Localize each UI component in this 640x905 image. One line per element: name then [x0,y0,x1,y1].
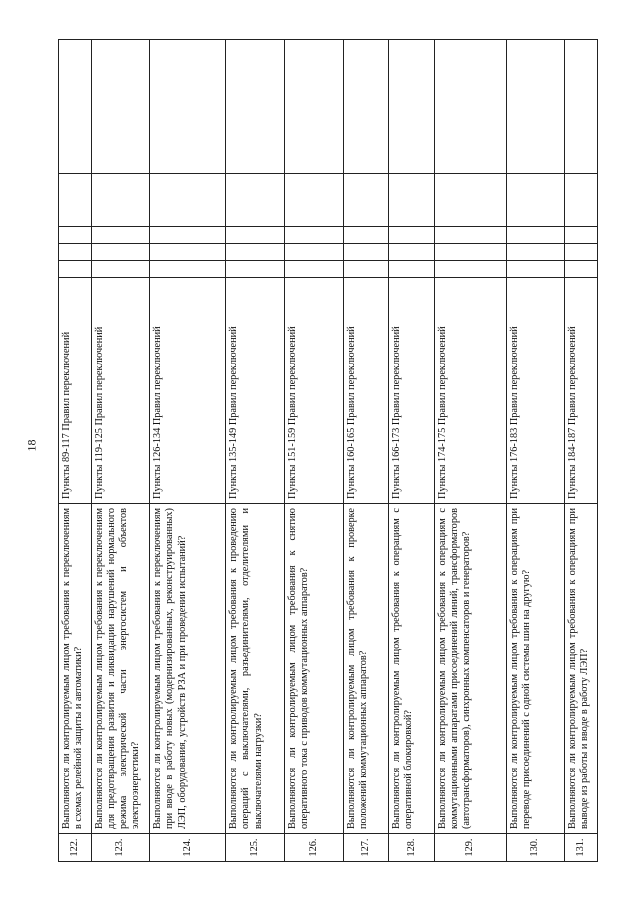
table-row [59,40,92,862]
blank-cell [506,227,565,244]
blank-cell [565,227,598,244]
blank-cell [343,174,389,227]
blank-cell [285,174,344,227]
row-reference: Пункты 119-125 Правил переключений [91,278,150,504]
table-row [434,40,506,862]
blank-cell [59,244,92,261]
blank-cell [285,40,344,174]
blank-cell [285,244,344,261]
row-reference: Пункты 89-117 Правил переключений [59,278,92,504]
blank-cell [343,244,389,261]
row-number: 131. [565,834,598,862]
blank-cell [506,174,565,227]
row-reference: Пункты 166-173 Правил переключений [389,278,435,504]
row-question: Выполняются ли контролируемым лицом требования к переключениям при вводе в работу новых (модернизированных, реконструированных) ЛЭП, оборудования, устройств РЗА и при проведении испытаний? [150,504,226,834]
blank-cell [226,261,285,278]
blank-cell [226,174,285,227]
table-row [150,40,226,862]
row-number: 127. [343,834,389,862]
row-number: 128. [389,834,435,862]
row-question: Выполняются ли контролируемым лицом требования к операциям при выводе из работы и вводе в работу ЛЭП? [565,504,598,834]
row-reference: Пункты 184-187 Правил переключений [565,278,598,504]
blank-cell [91,261,150,278]
row-question: Выполняются ли контролируемым лицом требования к операциям с оперативной блокировкой? [389,504,435,834]
blank-cell [434,261,506,278]
blank-cell [150,261,226,278]
row-question: Выполняются ли контролируемым лицом требования к проведению операций с выключателями, разъединителями, отделителями и выключателями нагрузки? [226,504,285,834]
table-row [226,40,285,862]
row-question: Выполняются ли контролируемым лицом требования к переключениям для предотвращения развития и ликвидации нарушений нормального режима электрической части энергосистем и объектов электроэнергетики? [91,504,150,834]
page-number: 18 [24,439,39,452]
blank-cell [506,261,565,278]
row-reference: Пункты 135-149 Правил переключений [226,278,285,504]
blank-cell [226,227,285,244]
blank-cell [565,261,598,278]
blank-cell [150,174,226,227]
blank-cell [434,244,506,261]
blank-cell [150,227,226,244]
blank-cell [59,261,92,278]
blank-cell [91,227,150,244]
blank-cell [226,40,285,174]
table-row [506,40,565,862]
table-row [285,40,344,862]
row-question: Выполняются ли контролируемым лицом требования к проверке положений коммутационных аппаратов? [343,504,389,834]
blank-cell [389,244,435,261]
row-reference: Пункты 151-159 Правил переключений [285,278,344,504]
checklist-table [58,39,598,862]
row-number: 126. [285,834,344,862]
blank-cell [565,244,598,261]
blank-cell [343,261,389,278]
row-number: 124. [150,834,226,862]
blank-cell [434,174,506,227]
blank-cell [226,244,285,261]
table-row [91,40,150,862]
row-number: 123. [91,834,150,862]
row-reference: Пункты 176-183 Правил переключений [506,278,565,504]
blank-cell [389,261,435,278]
blank-cell [285,261,344,278]
row-question: Выполняются ли контролируемым лицом требования к снятию оперативного тока с приводов коммутационных аппаратов? [285,504,344,834]
blank-cell [91,244,150,261]
blank-cell [565,174,598,227]
blank-cell [434,40,506,174]
table-row [343,40,389,862]
blank-cell [59,174,92,227]
blank-cell [343,40,389,174]
blank-cell [59,227,92,244]
row-question: Выполняются ли контролируемым лицом требования к операциям с коммутационными аппаратами присоединений линий, трансформаторов (автотрансформаторов), синхронных компенсаторов и генераторов? [434,504,506,834]
blank-cell [91,40,150,174]
blank-cell [150,244,226,261]
blank-cell [434,227,506,244]
row-number: 122. [59,834,92,862]
row-number: 125. [226,834,285,862]
row-question: Выполняются ли контролируемым лицом требования к переключениям в схемах релейной защиты и автоматики? [59,504,92,834]
blank-cell [506,244,565,261]
checklist-table-container [58,40,598,862]
blank-cell [389,40,435,174]
table-row [389,40,435,862]
row-number: 129. [434,834,506,862]
blank-cell [565,40,598,174]
row-number: 130. [506,834,565,862]
table-row [565,40,598,862]
blank-cell [59,40,92,174]
row-reference: Пункты 160-165 Правил переключений [343,278,389,504]
row-reference: Пункты 174-175 Правил переключений [434,278,506,504]
blank-cell [343,227,389,244]
blank-cell [389,174,435,227]
row-reference: Пункты 126-134 Правил переключений [150,278,226,504]
blank-cell [150,40,226,174]
blank-cell [91,174,150,227]
blank-cell [285,227,344,244]
blank-cell [389,227,435,244]
blank-cell [506,40,565,174]
row-question: Выполняются ли контролируемым лицом требования к операциям при переводе присоединений с одной системы шин на другую? [506,504,565,834]
